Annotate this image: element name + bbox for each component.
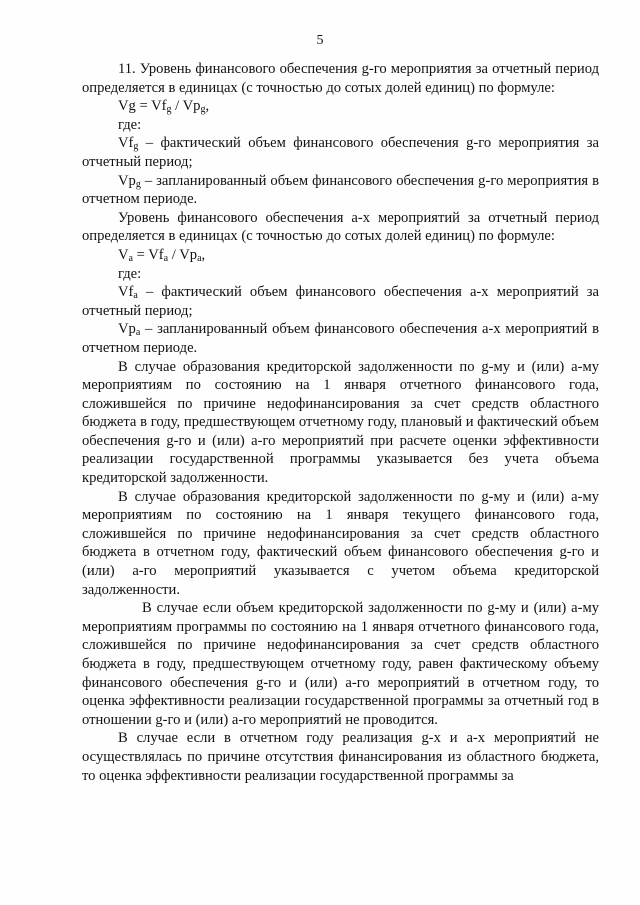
definition-vpa: $Vp_a$ – запланированный объем финансового обеспечения a-х мероприятий в отчетном периоде.	[82, 321, 599, 356]
page-number: 5	[316, 33, 324, 48]
where-label: где:	[118, 265, 142, 282]
where-label: где:	[118, 116, 142, 133]
definition-vpg: $Vp_g$ – запланированный объем финансового обеспечения g-го мероприятия в отчетном периоде.	[82, 172, 599, 208]
definition-vfa: $Vf_a$ – фактический объем финансового обеспечения a-х мероприятий за отчетный период;	[82, 284, 599, 319]
paragraph-a-level: Уровень финансового обеспечения a-х мероприятий за отчетный период определяется в единицах (с точностью до сотых долей единиц) по формуле:	[82, 209, 599, 245]
document-body	[82, 60, 599, 785]
paragraph-11: 11. Уровень финансового обеспечения g-го мероприятия за отчетный период определяется в единицах (с точностью до сотых долей единиц) по формуле:	[82, 61, 599, 96]
paragraph-debt-previous-year: В случае образования кредиторской задолженности по g-му и (или) a-му мероприятиям по состоянию на 1 января отчетного финансового года, сложившейся по причине недофинансирования за счет средств областного бюджета в году, предшествующем отчетному году, плановый и фактический объем обеспечения g-го и (или) a-го мероприятий при расчете оценки эффективности реализации государственной программы указывается без учета объема кредиторской задолженности.	[82, 358, 599, 487]
paragraph-no-funding: В случае если в отчетном году реализация g-х и a-х мероприятий не осуществлялась по причине отсутствия финансирования из областного бюджета, то оценка эффективности реализации государственной программы за	[82, 730, 599, 784]
paragraph-debt-equal-volume: В случае если объем кредиторской задолженности по g-му и (или) a-му мероприятиям программы по состоянию на 1 января отчетного финансового года, сложившейся по причине недофинансирования за счет средств областного бюджета в году, предшествующем отчетному году, равен фактическому объему финансового обеспечения g-го и (или) a-го мероприятий в отчетном году, то оценка эффективности реализации государственной программы за отчетный год в отношении g-го и (или) a-го мероприятий не проводится.	[82, 600, 599, 728]
formula-va: $V_a = Vf_a / Vp_a$,	[118, 246, 206, 264]
formula-vg: $Vg = Vf_g / Vp_g$,	[118, 98, 210, 116]
definition-vfg: $Vf_g$ – фактический объем финансового обеспечения g-го мероприятия за отчетный период;	[82, 135, 599, 170]
paragraph-debt-reporting-year: В случае образования кредиторской задолженности по g-му и (или) a-му мероприятиям по состоянию на 1 января текущего финансового года, сложившейся по причине недофинансирования за счет средств областного бюджета в отчетном году, фактический объем финансового обеспечения g-го и (или) a-го мероприятий указывается с учетом объема кредиторской задолженности.	[82, 488, 599, 598]
